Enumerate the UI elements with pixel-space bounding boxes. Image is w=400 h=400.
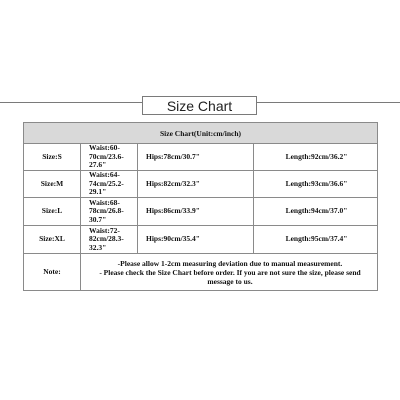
note-row — [24, 254, 377, 291]
table-row-xl — [24, 226, 377, 254]
note-line-1: -Please allow 1-2cm measuring deviation due to manual measurement. — [117, 259, 343, 268]
size-cell: Size:M — [24, 171, 81, 197]
waist-cell: Waist:72-82cm/28.3-32.3" — [81, 226, 138, 253]
note-label: Note: — [24, 254, 81, 291]
waist-cell: Waist:60-70cm/23.6-27.6" — [81, 144, 138, 170]
page-title: Size Chart — [142, 96, 257, 115]
size-cell: Size:XL — [24, 226, 81, 253]
length-cell: Length:94cm/37.0" — [285, 206, 348, 216]
size-cell: Size:L — [24, 198, 81, 225]
waist-cell: Waist:68-78cm/26.8-30.7" — [81, 198, 138, 225]
waist-cell: Waist:64-74cm/25.2-29.1" — [81, 171, 138, 197]
length-cell: Length:92cm/36.2" — [285, 151, 348, 161]
hips-cell: Hips:82cm/32.3" — [138, 171, 254, 197]
table-row-s — [24, 144, 377, 171]
note-text — [81, 254, 379, 291]
hips-cell: Hips:86cm/33.9" — [138, 198, 254, 225]
length-cell: Length:93cm/36.6" — [285, 178, 348, 188]
hips-cell: Hips:90cm/35.4" — [138, 226, 254, 253]
length-cell: Length:95cm/37.4" — [285, 234, 348, 244]
table-row-l — [24, 198, 377, 226]
size-cell: Size:S — [24, 144, 81, 170]
note-line-2: - Please check the Size Chart before order. If you are not sure the size, please send message to us. — [99, 268, 361, 286]
table-header: Size Chart(Unit:cm/inch) — [24, 123, 377, 144]
size-chart-table — [23, 122, 378, 291]
hips-cell: Hips:78cm/30.7" — [138, 144, 254, 170]
table-row-m — [24, 171, 377, 198]
